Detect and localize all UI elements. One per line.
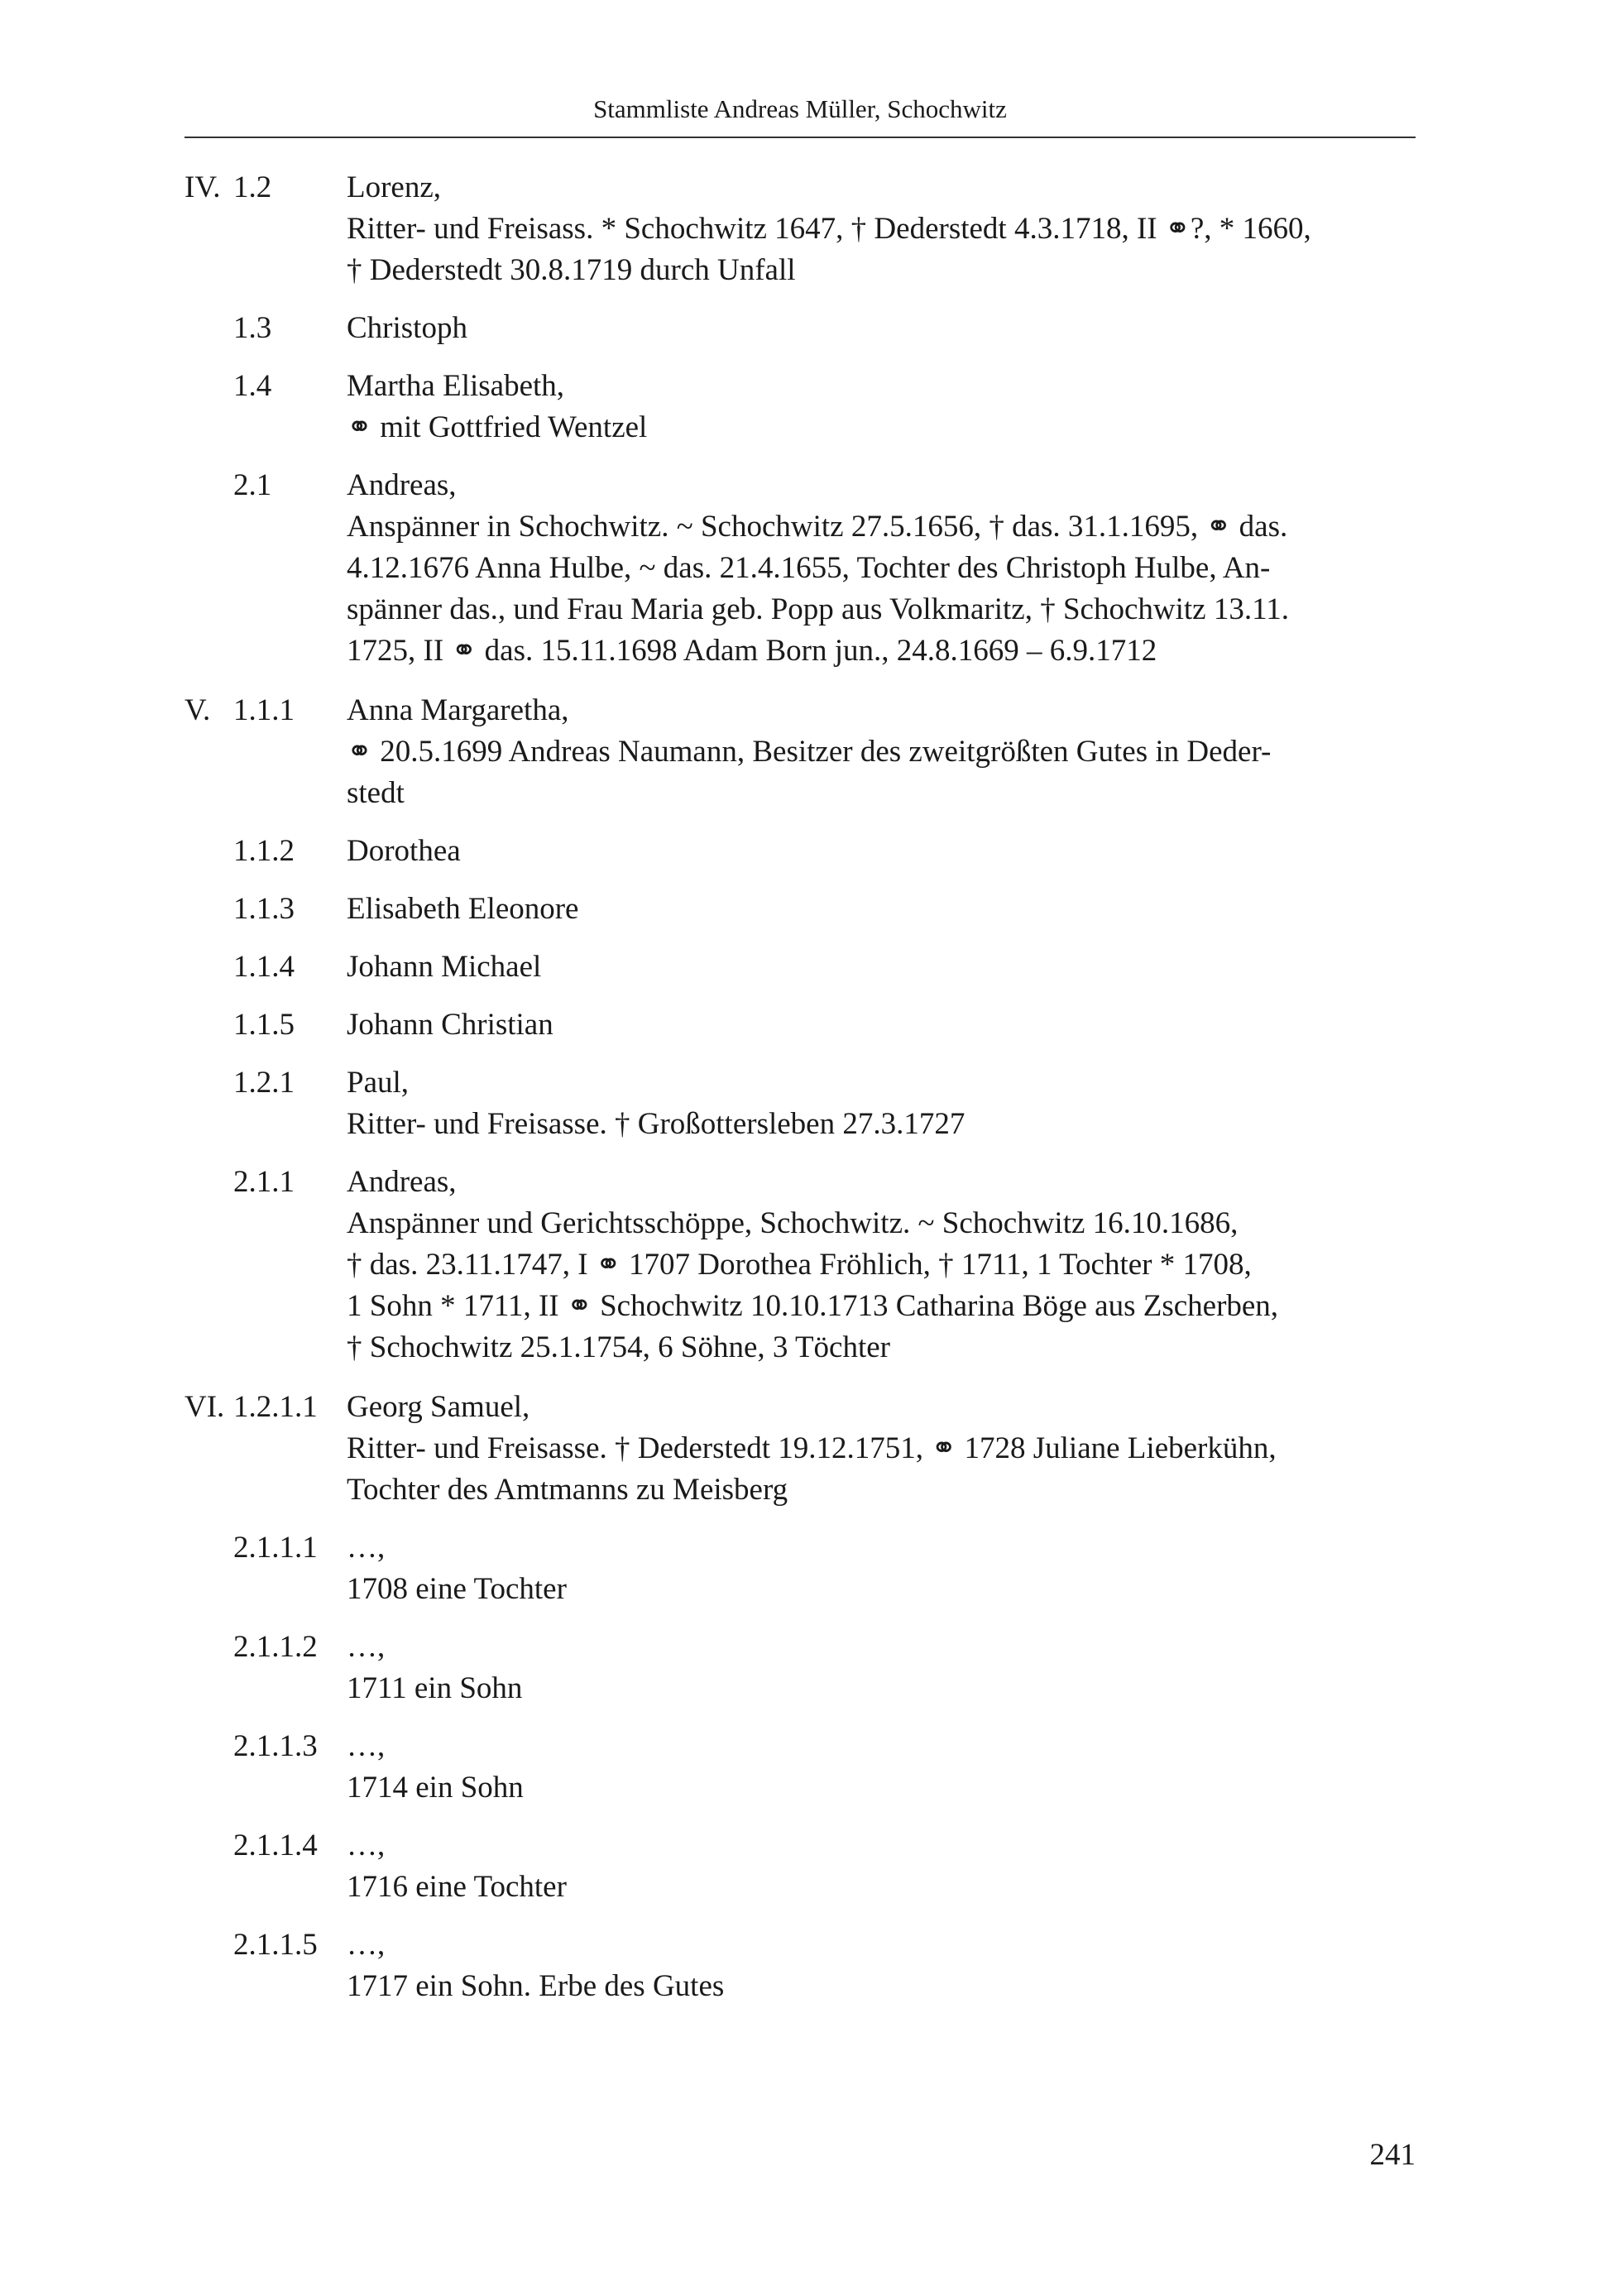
generation-group (184, 1387, 1416, 2007)
person-name: …, (347, 1928, 386, 1962)
generation-label: V. (184, 693, 211, 727)
person-name: Lorenz, (347, 170, 442, 204)
entry-code: 1.1.4 (233, 950, 295, 984)
entry-body (347, 1004, 1416, 1046)
list-item (184, 690, 1416, 814)
person-detail-line: Anspänner in Schochwitz. ~ Schochwitz 27.5.1656, † das. 31.1.1695, ⚭ das. (347, 510, 1288, 544)
entry-number (184, 465, 347, 672)
list-item (184, 889, 1416, 930)
list-item (184, 947, 1416, 988)
person-name: Johann Michael (347, 950, 542, 984)
entry-code: 1.2.1 (233, 1066, 295, 1100)
person-detail-line: 1716 eine Tochter (347, 1870, 567, 1904)
person-name: Anna Margaretha, (347, 693, 569, 727)
entry-code: 1.2.1.1 (233, 1390, 318, 1424)
person-detail-line: 1717 ein Sohn. Erbe des Gutes (347, 1969, 725, 2003)
person-detail-line: 4.12.1676 Anna Hulbe, ~ das. 21.4.1655, Tochter des Christoph Hulbe, An- (347, 551, 1271, 585)
entry-code: 2.1.1.4 (233, 1829, 318, 1862)
person-detail-line: ⚭ 20.5.1699 Andreas Naumann, Besitzer des zweitgrößten Gutes in Deder- (347, 735, 1272, 769)
list-item (184, 167, 1416, 291)
person-name: Elisabeth Eleonore (347, 892, 579, 926)
person-detail-line: Ritter- und Freisasse. † Dederstedt 19.12.1751, ⚭ 1728 Juliane Lieberkühn, (347, 1431, 1277, 1465)
entry-number (184, 831, 347, 872)
page-number: 241 (1369, 2138, 1416, 2172)
list-item (184, 366, 1416, 448)
person-name: Christoph (347, 311, 467, 345)
generation-group (184, 690, 1416, 1368)
list-item (184, 1162, 1416, 1368)
entry-body (347, 690, 1416, 814)
entry-body (347, 831, 1416, 872)
person-detail-line: ⚭ mit Gottfried Wentzel (347, 410, 648, 444)
person-detail-line: 1711 ein Sohn (347, 1671, 523, 1705)
entry-code: 2.1.1.1 (233, 1531, 318, 1565)
entry-code: 1.1.3 (233, 892, 295, 926)
genealogy-list (184, 167, 1416, 2025)
entry-number (184, 947, 347, 988)
entry-number (184, 889, 347, 930)
entry-body (347, 889, 1416, 930)
person-detail-line: Anspänner und Gerichtsschöppe, Schochwitz. ~ Schochwitz 16.10.1686, (347, 1206, 1239, 1240)
entry-body (347, 1925, 1416, 2007)
entry-body (347, 167, 1416, 291)
running-header: Stammliste Andreas Müller, Schochwitz (593, 94, 1007, 123)
entry-code: 2.1.1 (233, 1165, 295, 1199)
person-detail-line: Ritter- und Freisasse. † Großottersleben 27.3.1727 (347, 1107, 966, 1141)
entry-number (184, 690, 347, 814)
generation-label: IV. (184, 170, 221, 204)
person-name: Johann Christian (347, 1008, 553, 1042)
list-item (184, 465, 1416, 672)
person-detail-line: 1725, II ⚭ das. 15.11.1698 Adam Born jun., 24.8.1669 – 6.9.1712 (347, 634, 1157, 668)
person-detail-line: spänner das., und Frau Maria geb. Popp aus Volkmaritz, † Schochwitz 13.11. (347, 592, 1289, 626)
person-detail-line: † Dederstedt 30.8.1719 durch Unfall (347, 253, 796, 287)
list-item (184, 1627, 1416, 1709)
entry-code: 1.1.1 (233, 693, 295, 727)
entry-number (184, 1925, 347, 2007)
entry-body (347, 1527, 1416, 1610)
generation-group (184, 167, 1416, 672)
list-item (184, 1825, 1416, 1908)
entry-number (184, 308, 347, 349)
entry-code: 2.1.1.5 (233, 1928, 318, 1962)
entry-number (184, 1062, 347, 1145)
list-item (184, 1062, 1416, 1145)
entry-body (347, 366, 1416, 448)
person-detail-line: † Schochwitz 25.1.1754, 6 Söhne, 3 Töchter (347, 1330, 891, 1364)
list-item (184, 831, 1416, 872)
entry-body (347, 1062, 1416, 1145)
entry-body (347, 465, 1416, 672)
entry-code: 1.1.5 (233, 1008, 295, 1042)
person-name: Andreas, (347, 1165, 457, 1199)
list-item (184, 1726, 1416, 1809)
person-detail-line: Tochter des Amtmanns zu Meisberg (347, 1473, 788, 1507)
person-detail-line: stedt (347, 776, 405, 810)
entry-code: 1.1.2 (233, 834, 295, 868)
entry-code: 2.1 (233, 468, 272, 502)
list-item (184, 1387, 1416, 1511)
entry-code: 2.1.1.3 (233, 1729, 318, 1763)
entry-body (347, 1387, 1416, 1511)
entry-number (184, 1825, 347, 1908)
entry-number (184, 1726, 347, 1809)
entry-number (184, 1527, 347, 1610)
entry-number (184, 366, 347, 448)
person-detail-line: 1708 eine Tochter (347, 1572, 567, 1606)
person-name: Dorothea (347, 834, 461, 868)
entry-number (184, 1162, 347, 1368)
entry-number (184, 1387, 347, 1511)
entry-code: 1.3 (233, 311, 272, 345)
person-name: …, (347, 1729, 386, 1763)
entry-body (347, 1162, 1416, 1368)
entry-code: 2.1.1.2 (233, 1630, 318, 1664)
person-name: Georg Samuel, (347, 1390, 530, 1424)
entry-number (184, 167, 347, 291)
entry-body (347, 1825, 1416, 1908)
list-item (184, 1527, 1416, 1610)
person-name: …, (347, 1829, 386, 1862)
person-detail-line: † das. 23.11.1747, I ⚭ 1707 Dorothea Fröhlich, † 1711, 1 Tochter * 1708, (347, 1248, 1252, 1282)
entry-number (184, 1627, 347, 1709)
person-detail-line: 1 Sohn * 1711, II ⚭ Schochwitz 10.10.1713 Catharina Böge aus Zscherben, (347, 1289, 1279, 1323)
person-name: Martha Elisabeth, (347, 369, 565, 403)
person-detail-line: 1714 ein Sohn (347, 1771, 524, 1805)
entry-number (184, 1004, 347, 1046)
entry-body (347, 308, 1416, 349)
person-name: …, (347, 1630, 386, 1664)
list-item (184, 308, 1416, 349)
list-item (184, 1925, 1416, 2007)
list-item (184, 1004, 1416, 1046)
entry-body (347, 947, 1416, 988)
entry-body (347, 1627, 1416, 1709)
person-name: Paul, (347, 1066, 410, 1100)
entry-code: 1.4 (233, 369, 272, 403)
entry-body (347, 1726, 1416, 1809)
person-name: Andreas, (347, 468, 457, 502)
generation-label: VI. (184, 1390, 225, 1424)
header-rule (184, 137, 1416, 138)
person-detail-line: Ritter- und Freisass. * Schochwitz 1647, † Dederstedt 4.3.1718, II ⚭?, * 1660, (347, 212, 1311, 246)
entry-code: 1.2 (233, 170, 272, 204)
person-name: …, (347, 1531, 386, 1565)
